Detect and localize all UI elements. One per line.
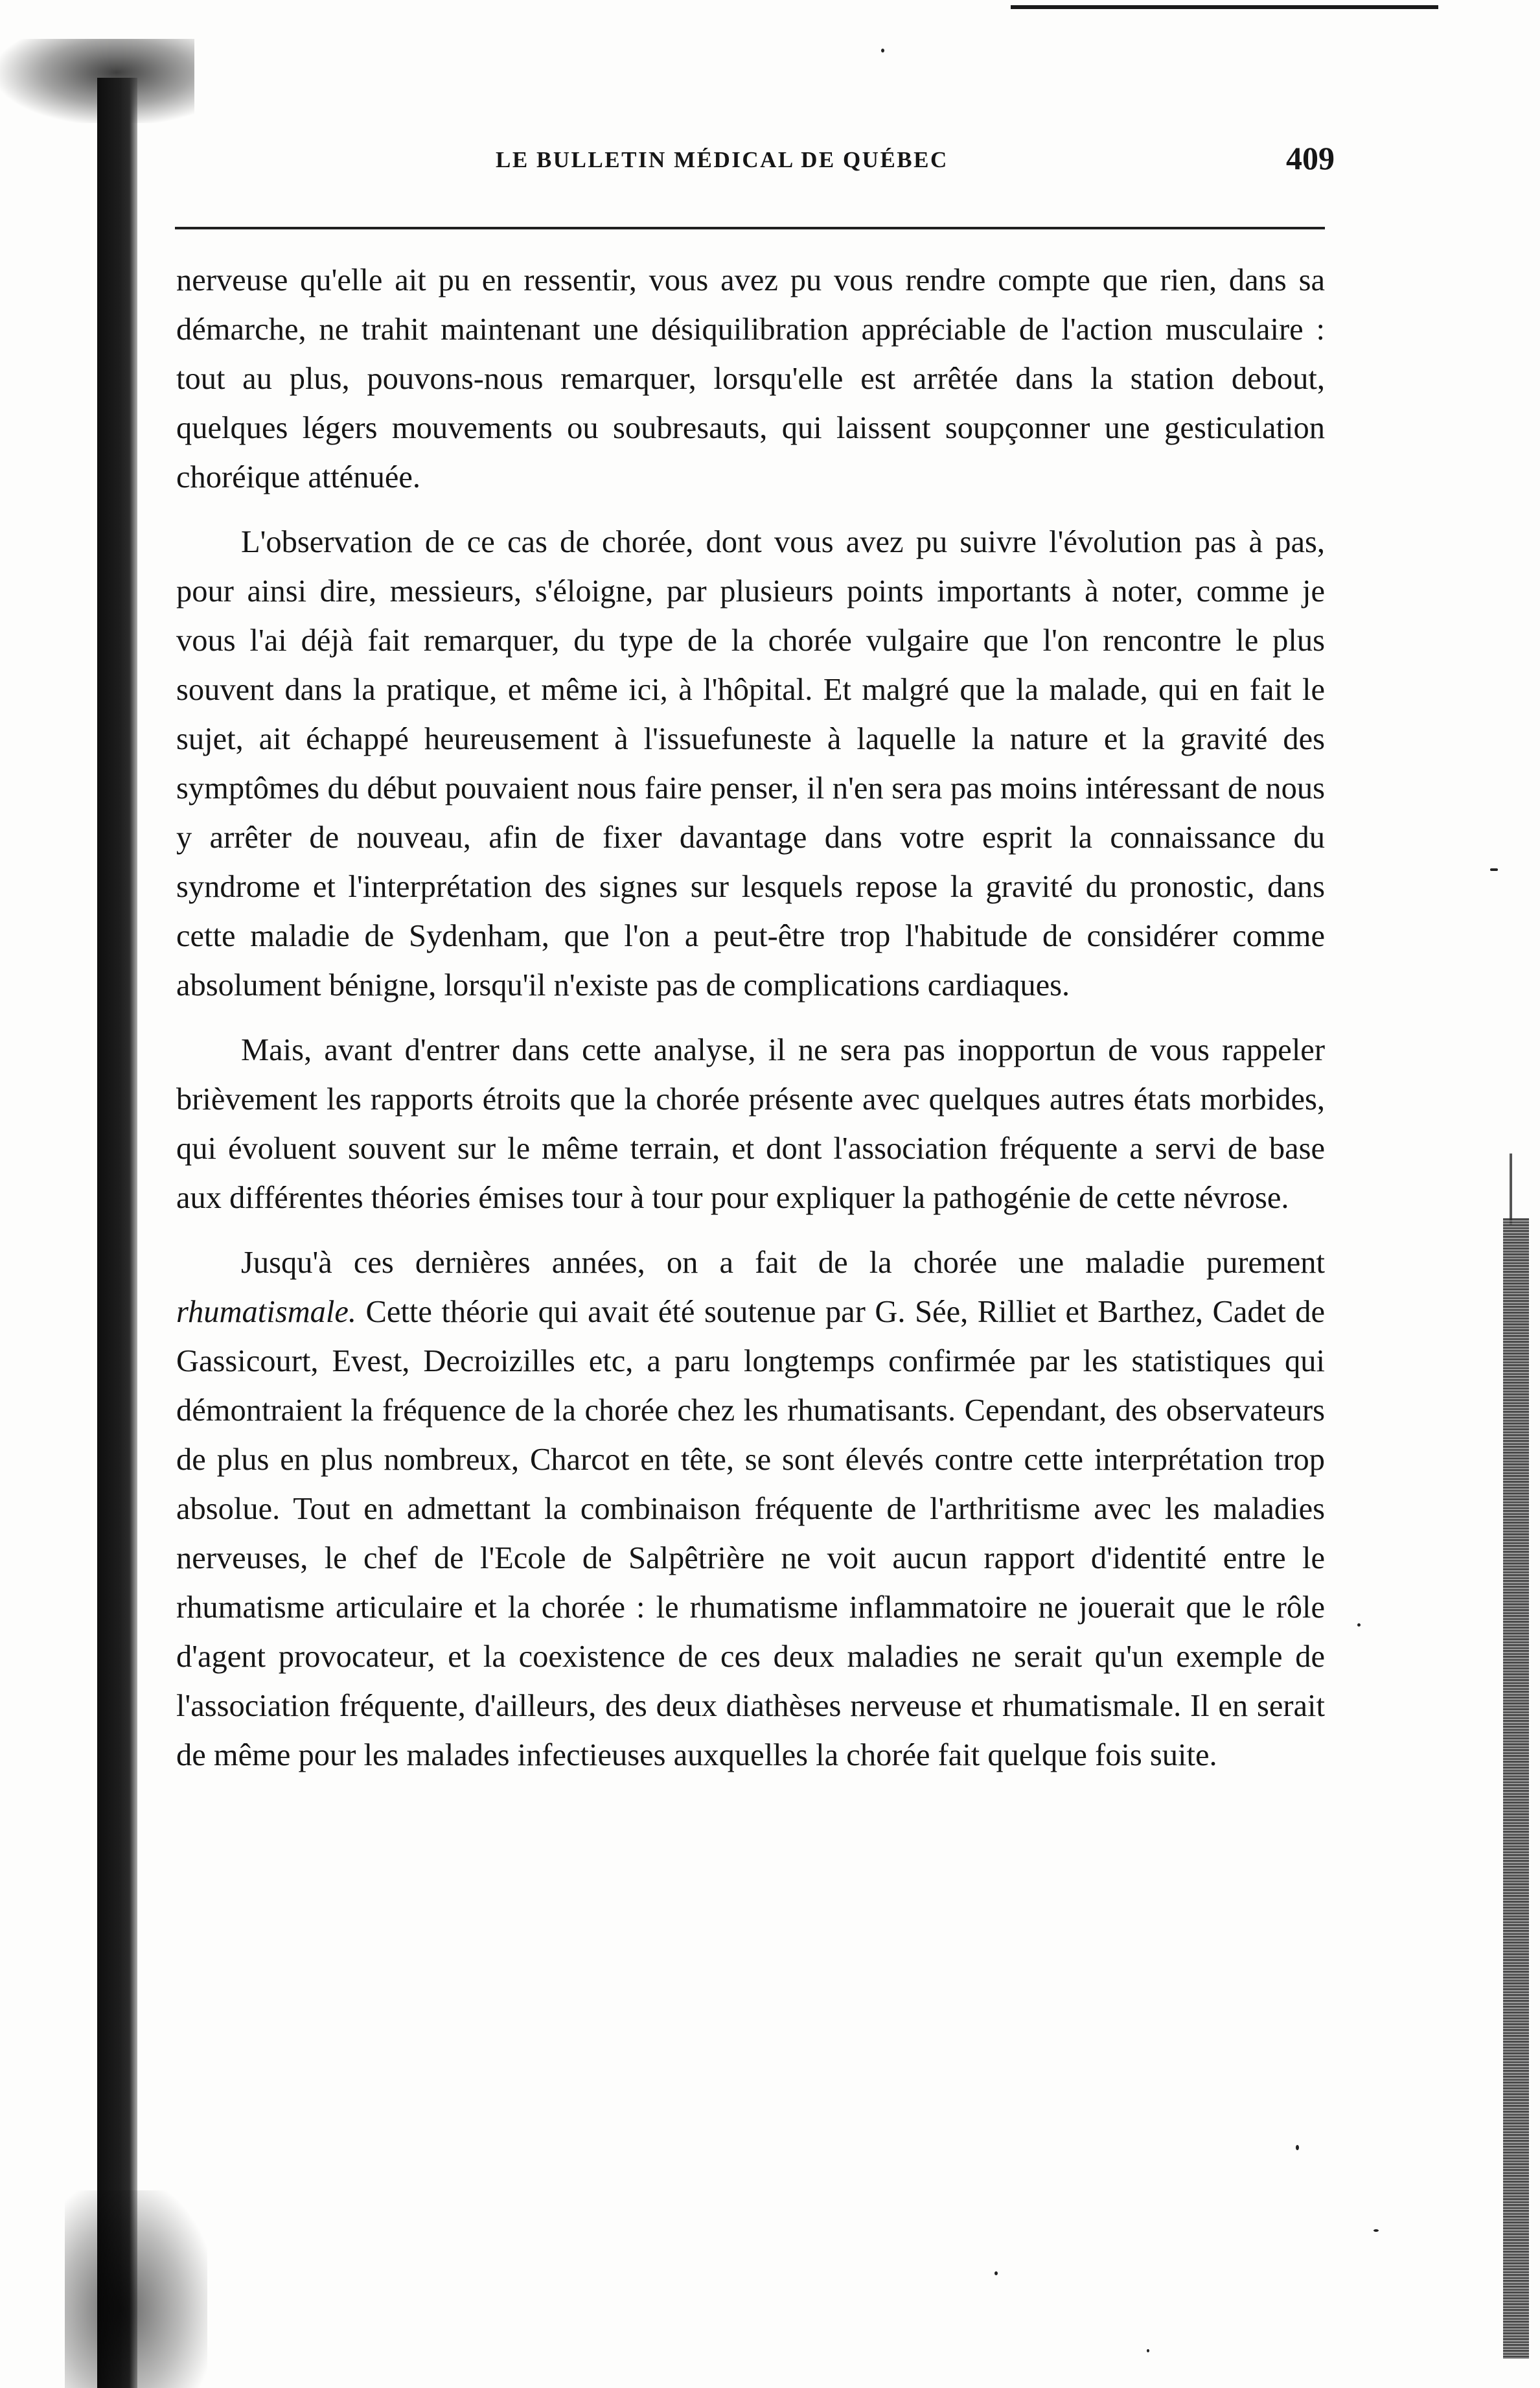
paragraph-1: nerveuse qu'elle ait pu en ressentir, vous avez pu vous rendre compte que rien, dans sa démarche, ne trahit maintenant une désiquilibration appréciable de l'action musculaire : tout au plus, pouvons-nous remarquer, lorsqu'elle est arrêtée dans la station debout, quelques légers mouvements ou soubresauts, qui laissent soupçonner une gesticulation choréique atténuée.	[176, 263, 1325, 494]
ink-speck	[1490, 868, 1498, 871]
paragraph-4-text-after: Cette théorie qui avait été soutenue par G. Sée, Rilliet et Barthez, Cadet de Gassicourt, Evest, Decroizilles etc, a paru longtemps confirmée par les statistiques qui démontraient la fréquence de la chorée chez les rhumatisants. Cependant, des observateurs de plus en plus nombreux, Charcot en tête, se sont élevés contre cette interprétation trop absolue. Tout en admettant la combinaison fréquente de l'arthritisme avec les maladies nerveuses, le chef de l'Ecole de Salpêtrière ne voit aucun rapport d'identité entre le rhumatisme articulaire et la chorée : le rhumatisme inflammatoire ne jouerait que le rôle d'agent provocateur, et la coexistence de ces deux maladies ne serait qu'un exemple de l'association fréquente, d'ailleurs, des deux diathèses nerveuse et rhumatismale. Il en serait de même pour les malades infectieuses auxquelles la chorée fait quelque fois suite.	[176, 1295, 1325, 1772]
ink-speck	[1147, 2349, 1149, 2352]
right-edge-strip	[1503, 1218, 1529, 2359]
header-rule	[175, 227, 1325, 229]
page-header	[181, 133, 1341, 185]
paragraph-4	[176, 1238, 1325, 1780]
ink-speck	[881, 49, 884, 52]
page-number: 409	[1286, 140, 1335, 176]
ink-speck	[1357, 1623, 1361, 1627]
right-edge-mark	[1510, 1153, 1512, 1225]
running-head: LE BULLETIN MÉDICAL DE QUÉBEC	[496, 147, 948, 172]
top-edge-rule	[1011, 5, 1438, 9]
paragraph-4-emphasis: rhumatismale.	[176, 1295, 356, 1329]
binding-spine	[97, 78, 137, 2388]
paragraph-2: L'observation de ce cas de chorée, dont vous avez pu suivre l'évolution pas à pas, pour ainsi dire, messieurs, s'éloigne, par plusieurs points importants à noter, comme je vous l'ai déjà fait remarquer, du type de la chorée vulgaire que l'on rencontre le plus souvent dans la pratique, et même ici, à l'hôpital. Et malgré que la malade, qui en fait le sujet, ait échappé heureusement à l'issuefuneste à laquelle la nature et la gravité des symptômes du début pouvaient nous faire penser, il n'en sera pas moins intéressant de nous y arrêter de nouveau, afin de fixer davantage dans votre esprit la connaissance du syndrome et l'interprétation des signes sur lesquels repose la gravité du pronostic, dans cette maladie de Sydenham, que l'on a peut-être trop l'habitude de considérer comme absolument bénigne, lorsqu'il n'existe pas de complications cardiaques.	[176, 525, 1325, 1003]
ink-speck	[1296, 2145, 1299, 2150]
paragraph-3: Mais, avant d'entrer dans cette analyse, il ne sera pas inopportun de vous rappeler brièvement les rapports étroits que la chorée présente avec quelques autres états morbides, qui évoluent souvent sur le même terrain, et dont l'association fréquente a servi de base aux différentes théories émises tour à tour pour expliquer la pathogénie de cette névrose.	[176, 1033, 1325, 1215]
binding-shadow-bottom	[65, 2190, 207, 2388]
article-body	[176, 256, 1325, 1780]
ink-speck	[994, 2271, 998, 2275]
ink-speck	[1373, 2229, 1379, 2232]
paragraph-4-text-before: Jusqu'à ces dernières années, on a fait de la chorée une maladie purement	[241, 1246, 1325, 1280]
